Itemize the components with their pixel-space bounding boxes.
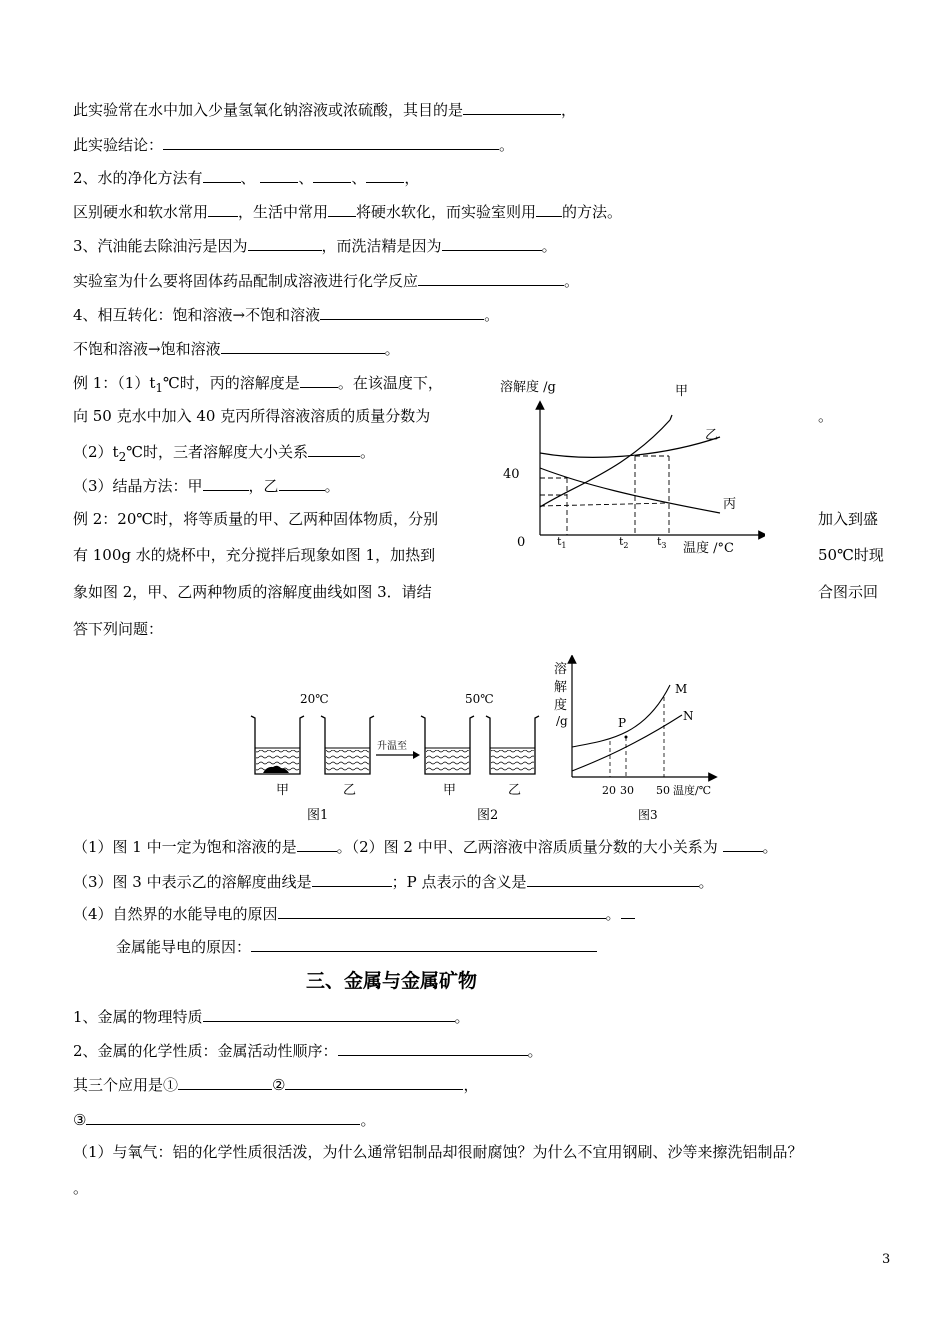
question-fig-4: 金属能导电的原因：: [116, 936, 597, 957]
question-line-4: 区别硬水和软水常用 ，生活中常用 将硬水软化，而实验室则用 的方法。: [73, 203, 623, 221]
question-line-5: 3、汽油能去除油污是因为 ，而洗洁精是因为 。: [73, 237, 557, 255]
example2-line-2-end: 50℃时现: [818, 546, 884, 564]
answer-blank: [463, 99, 561, 115]
label-yi: 乙: [705, 428, 719, 443]
caption-fig1: 图1: [307, 808, 329, 823]
answer-blank: [418, 270, 564, 286]
label-N: N: [683, 709, 694, 723]
answer-blank: [203, 475, 249, 491]
y-label-char-2: 解: [554, 680, 568, 695]
guide-lines: [610, 697, 664, 777]
heating-arrow: [376, 751, 420, 759]
question-fig-2: （3）图 3 中表示乙的溶解度曲线是 ；P 点表示的含义是 。: [73, 873, 714, 891]
example2-line-3-end: 合图示回: [818, 583, 879, 601]
y-tick-40: 40: [503, 467, 520, 482]
beaker-jia-fig2: [421, 716, 474, 774]
label-yi-fig1: 乙: [343, 783, 357, 798]
label-jia-fig2: 甲: [443, 783, 457, 798]
temp-20: 20℃: [300, 692, 329, 706]
x-axis-label: 温度/℃: [673, 784, 712, 797]
curve-N: [572, 715, 682, 771]
question-line-2: 此实验结论： 。: [73, 136, 515, 154]
temp-50: 50℃: [465, 692, 494, 706]
beaker-jia-fig1: [251, 716, 304, 774]
beaker-figures: [243, 688, 563, 828]
example1-line-1: 例 1：$(1)t_1℃$时，丙的溶解度是 。在该温度下，: [73, 374, 443, 395]
section-title: 三、金属与金属矿物: [306, 970, 478, 992]
answer-blank: [621, 903, 635, 919]
x-tick-t2: $t_2$: [619, 535, 629, 550]
metal-line-4: ③ 。: [73, 1111, 376, 1129]
answer-blank: [338, 1040, 528, 1056]
caption-fig3: 图3: [638, 808, 658, 822]
answer-blank: [328, 201, 356, 217]
example2-line-2: 有 100g 水的烧杯中，充分搅拌后现象如图 1，加热到: [73, 546, 436, 564]
answer-blank: [86, 1109, 360, 1125]
example2-line-4: 答下列问题：: [73, 620, 164, 638]
answer-blank: [366, 167, 404, 183]
answer-blank: [260, 167, 298, 183]
metal-line-1: 1、金属的物理特质 。: [73, 1008, 470, 1026]
solubility-graph-1: [495, 375, 765, 560]
answer-blank: [308, 441, 360, 457]
answer-blank: [248, 235, 322, 251]
curve-jia: [540, 420, 670, 507]
y-axis-label: 溶解度 /g: [500, 380, 556, 395]
example2-line-1-end: 加入到盛: [818, 510, 879, 528]
answer-blank: [442, 235, 542, 251]
example2-line-3: 象如图 2，甲、乙两种物质的溶解度曲线如图 3．请结: [73, 583, 432, 601]
answer-blank: [208, 201, 238, 217]
label-bing: 丙: [723, 497, 737, 512]
question-line-1: 此实验常在水中加入少量氢氧化钠溶液或浓硫酸，其目的是 ，: [73, 101, 577, 119]
example1-line-4: （3）结晶方法：甲 ，乙 。: [73, 477, 340, 495]
question-line-3: 2、水的净化方法有 、 、 、 ，: [73, 169, 420, 187]
example1-line-2-end: 。: [818, 407, 834, 425]
example1-line-2: 向 50 克水中加入 40 克丙所得溶液溶质的质量分数为: [73, 407, 431, 425]
label-P: P: [618, 716, 627, 730]
answer-blank: [527, 871, 699, 887]
y-label-unit: /g: [556, 714, 568, 728]
x-tick-30: 30: [620, 784, 634, 797]
example1-line-3: $(2)t_2℃$时，三者溶解度大小关系 。: [73, 443, 376, 464]
answer-blank: [320, 304, 484, 320]
x-tick-50: 50: [656, 784, 670, 797]
answer-blank: [203, 1006, 455, 1022]
solubility-graph-3: [550, 655, 725, 830]
beaker-yi-fig2: [486, 716, 539, 774]
question-line-7: 4、相互转化：饱和溶液→不饱和溶液 。: [73, 306, 500, 324]
metal-line-5: （1）与氧气：铝的化学性质很活泼，为什么通常铝制品却很耐腐蚀？为什么不宜用钢刷、沙等来擦洗铝制品？: [73, 1143, 803, 1161]
x-tick-t1: $t_1$: [557, 535, 567, 550]
metal-line-3: 其三个应用是① ② ，: [73, 1076, 479, 1094]
answer-blank: [279, 475, 325, 491]
answer-blank: [278, 903, 606, 919]
question-line-8: 不饱和溶液→饱和溶液 。: [73, 340, 400, 358]
arrow-label: 升温至: [377, 741, 407, 752]
answer-blank: [312, 871, 392, 887]
caption-fig2: 图2: [477, 808, 499, 823]
answer-blank: [723, 836, 763, 852]
answer-blank: [536, 201, 562, 217]
question-line-6: 实验室为什么要将固体药品配制成溶液进行化学反应 。: [73, 272, 580, 290]
x-axis-label: 温度 /°C: [683, 541, 734, 556]
label-yi-fig2: 乙: [508, 783, 522, 798]
answer-blank: [163, 134, 499, 150]
answer-blank: [297, 836, 337, 852]
x-tick-t3: $t_3$: [657, 535, 667, 550]
x-tick-20: 20: [602, 784, 616, 797]
question-fig-3: （4）自然界的水能导电的原因 。: [73, 903, 635, 924]
curve-yi: [540, 437, 720, 457]
label-jia-fig1: 甲: [276, 783, 290, 798]
metal-line-6: 。: [73, 1179, 89, 1197]
page-number: 3: [882, 1252, 891, 1267]
answer-blank: [285, 1074, 463, 1090]
answer-blank: [178, 1074, 272, 1090]
origin-label: 0: [517, 535, 526, 550]
metal-line-2: 2、金属的化学性质：金属活动性顺序： 。: [73, 1042, 543, 1060]
answer-blank: [203, 167, 241, 183]
example2-line-1: 例 2：20℃时，将等质量的甲、乙两种固体物质，分别: [73, 510, 439, 528]
answer-blank: [251, 936, 597, 952]
answer-blank: [300, 372, 338, 388]
label-M: M: [675, 682, 688, 696]
y-label-char-3: 度: [554, 698, 568, 713]
answer-blank: [313, 167, 351, 183]
question-fig-1: （1）图 1 中一定为饱和溶液的是 。（2）图 2 中甲、乙两溶液中溶质质量分数的大小关系为 。: [73, 838, 778, 856]
y-label-char-1: 溶: [554, 662, 568, 677]
answer-blank: [221, 338, 385, 354]
label-jia: 甲: [675, 384, 689, 399]
beaker-yi-fig1: [321, 716, 374, 774]
